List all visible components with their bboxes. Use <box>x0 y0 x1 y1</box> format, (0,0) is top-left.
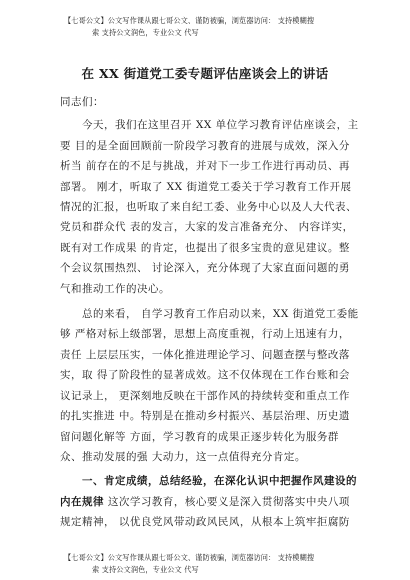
salutation: 同志们： <box>60 96 104 108</box>
footer-banner-line2: 索 支持公文润色，专业公文 代写 <box>92 565 199 574</box>
header-banner <box>64 15 364 39</box>
section-one-heading: 一、肯定成绩，总结经验，在深化认识中把握作风建设的内在规律 <box>60 475 358 508</box>
document-title: 在 XX 街道党工委专题评估座谈会上的讲话 <box>81 66 329 81</box>
paragraph-summary: 总的来看， 自学习教育工作启动以来，XX 街道党工委能够 严格对标上级部署，思想上高度重视，行动上迅速有力，责任 上层层压实，一体化推进理论学习、问题查摆与整改落实，取 得了阶段性的显著成效。这不仅体现在工作台账和会议记录上， 更深刻地反映在干部作风的持续转变和重点工作的扎实推进 中。特别是在推动乡村振兴、基层治理、历史遗留问题化解等 方面，学习教育的成果正逐步转化为服务群众、推动发展的强 大动力，这一点值得充分肯定。 <box>60 308 359 463</box>
header-banner-line2: 索 支持公文润色，专业公文 代写 <box>92 28 199 37</box>
document-body <box>60 92 360 533</box>
header-banner-line1: 【七哥公文】公文写作课从跟七哥公文、谨防被骗，浏览器访问： 支持模糊搜 <box>64 16 315 25</box>
paragraph-opening: 今天，我们在这里召开 XX 单位学习教育评估座谈会，主要 目的是全面回顾前一阶段学习教育的进展与成效，深入分析当 前存在的不足与挑战，并对下一步工作进行再动员、再部署。 刚才，听取了 XX 街道党工委关于学习教育工作开展情况的汇报，也听取了来自纪工委、业务中心以及人大代表、党员和群众代 表的发言，大家的发言准备充分、 内容详实，既有对工作成果 的肯定，也提出了很多宝贵的意见建议。整个会议氛围热烈、 讨论深入，充分体现了大家直面问题的勇气和推动工作的决心。 <box>60 119 359 295</box>
footer-banner <box>64 552 364 576</box>
section-one-text: 这次学习教育，核心要义是深入贯彻落实中央八项规定精神， 以优良党风带动政风民风，从根本上筑牢拒腐防 <box>60 495 350 529</box>
footer-banner-line1: 【七哥公文】公文写作课从跟七哥公文、谨防被骗，浏览器访问： 支持模糊搜 <box>64 553 315 562</box>
paragraph-section-one <box>60 471 360 532</box>
